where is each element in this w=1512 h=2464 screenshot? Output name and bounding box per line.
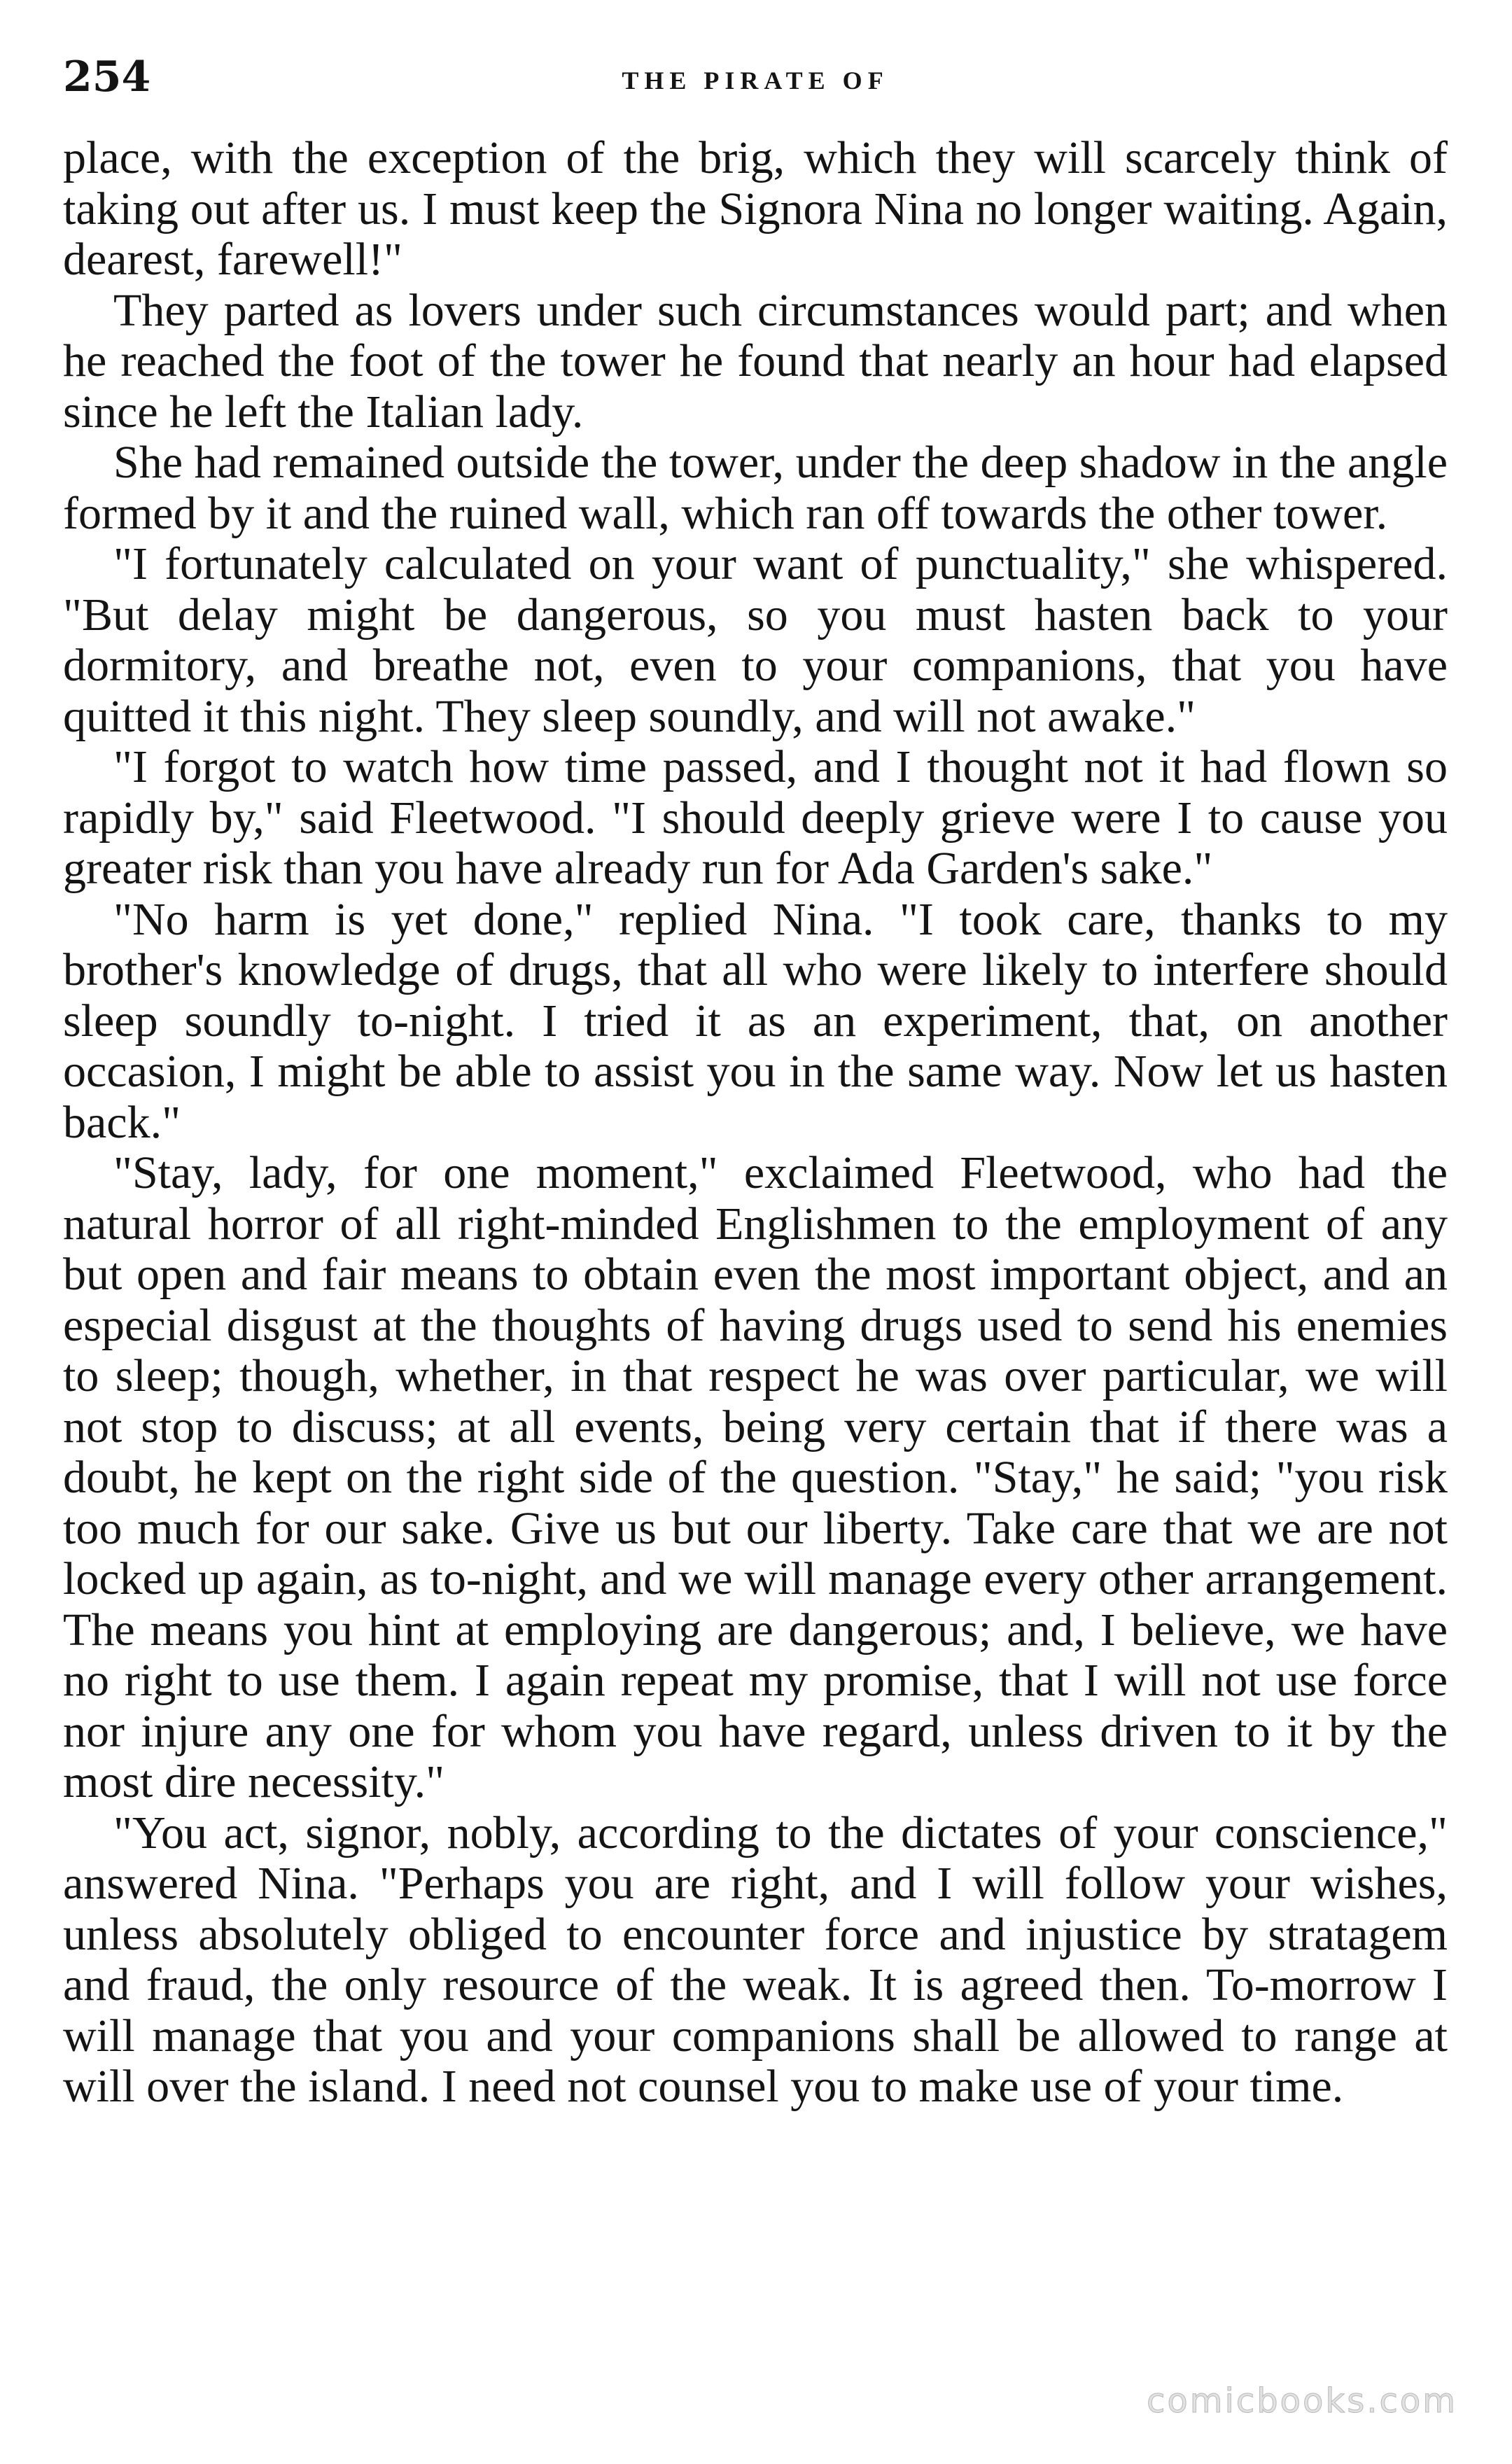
paragraph-1: place, with the exception of the brig, which they will scarcely think of taking out after us. I must keep the Signora Nina no longer waiting. Again, dearest, farewell!" [63, 132, 1448, 285]
book-page [63, 52, 1448, 2113]
paragraph-2: They parted as lovers under such circumstances would part; and when he reached the foot of the tower he found that nearly an hour had elapsed since he left the Italian lady. [63, 284, 1448, 438]
paragraph-4: "I fortunately calculated on your want of punctuality," she whispered. "But delay might be dangerous, so you must hasten back to your dormitory, and breathe not, even to your companions, that you have quitted it this night. They sleep soundly, and will not awake." [63, 538, 1448, 742]
watermark: comicbooks.com [1146, 2381, 1457, 2421]
paragraph-8: "You act, signor, nobly, according to the dictates of your conscience," answered Nina. "Perhaps you are right, and I will follow your wishes, unless absolutely obliged to encounter force and injustice by stratagem and fraud, the only resource of the weak. It is agreed then. To-morrow I will manage that you and your companions shall be allowed to range at will over the island. I need not counsel you to make use of your time. [63, 1807, 1448, 2112]
paragraph-5: "I forgot to watch how time passed, and I thought not it had flown so rapidly by," said Fleetwood. "I should deeply grieve were I to cause you greater risk than you have already run for Ada Garden's sake." [63, 741, 1448, 894]
running-title: THE PIRATE OF [622, 66, 889, 94]
paragraph-3: She had remained outside the tower, under the deep shadow in the angle formed by it and the ruined wall, which ran off towards the other tower. [63, 437, 1448, 539]
page-header [63, 52, 1448, 133]
paragraph-7: "Stay, lady, for one moment," exclaimed Fleetwood, who had the natural horror of all right-minded Englishmen to the employment of any but open and fair means to obtain even the most important object, and an especial disgust at the thoughts of having drugs used to send his enemies to sleep; though, whether, in that respect he was over particular, we will not stop to discuss; at all events, being very certain that if there was a doubt, he kept on the right side of the question. "Stay," he said; "you risk too much for our sake. Give us but our liberty. Take care that we are not locked up again, as to-night, and we will manage every other arrangement. The means you hint at employing are dangerous; and, I believe, we have no right to use them. I again repeat my promise, that I will not use force nor injure any one for whom you have regard, unless driven to it by the most dire necessity." [63, 1147, 1448, 1807]
page-number: 254 [63, 52, 151, 102]
paragraph-6: "No harm is yet done," replied Nina. "I took care, thanks to my brother's knowledge of drugs, that all who were likely to interfere should sleep soundly to-night. I tried it as an experiment, that, on another occasion, I might be able to assist you in the same way. Now let us hasten back." [63, 893, 1448, 1148]
body-text [63, 133, 1448, 2113]
